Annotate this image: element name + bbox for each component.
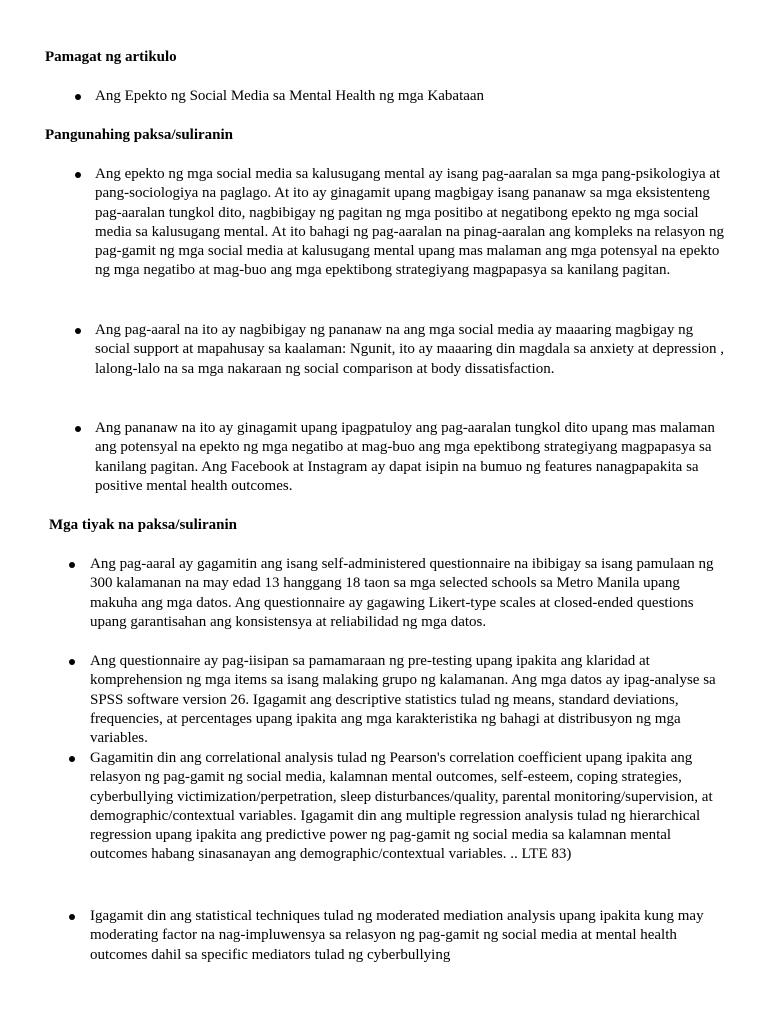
- bullet-icon: [75, 94, 81, 100]
- list-item-main-topic-1: Ang epekto ng mga social media sa kalusugang mental ay isang pag-aaralan sa mga pang-psikologiya at pang-sociologiya na paglago. At ito ay ginagamit upang magbigay isang pananaw sa mga eksistenteng pag-aaralan tungkol dito, nagbibigay ng pagitan ng mga positibo at negatibong epekto ng mga social media sa kalusugang mental. At ito bahagi ng pag-aaralan na pinag-aaralan ang kompleks na relasyon ng pag-gamit ng mga social media at kalusugang mental upang mas malaman ang mga potensyal na epekto ng mga negatibo at mag-buo ang mga epektibong strategiyang magpapasya sa kanilang pagitan.: [95, 166, 724, 279]
- section-heading-specific-topics: Mga tiyak na paksa/suliranin: [49, 517, 237, 533]
- bullet-icon: [69, 562, 75, 568]
- list-item-main-topic-2: Ang pag-aaral na ito ay nagbibigay ng pananaw na ang mga social media ay maaaring magbigay ng social support at mapahusay sa kaalaman: Ngunit, ito ay maaaring din magdala sa anxiety at depression , lalong-lalo na sa mga nakaraan ng social comparison at body dissatisfaction.: [95, 322, 724, 377]
- list-item-specific-topic-1: Ang pag-aaral ay gagamitin ang isang self-administered questionnaire na ibibigay sa isang pamulaan ng 300 kalamanan na may edad 13 hanggang 18 taon sa mga selected schools sa Metro Manila upang makuha ang mga datos. Ang questionnaire ay gagawing Likert-type scales at closed-ended questions upang garantisahan ang konsistensya at reliabilidad ng mga datos.: [90, 556, 714, 630]
- bullet-icon: [69, 756, 75, 762]
- bullet-icon: [75, 328, 81, 334]
- list-item-specific-topic-2: Ang questionnaire ay pag-iisipan sa pamamaraan ng pre-testing upang ipakita ang klaridad at komprehension ng mga items sa isang malaking grupo ng kalamanan. Ang mga datos ay ipag-analyse sa SPSS software version 26. Igagamit ang descriptive statistics tulad ng means, standard deviations, frequencies, at percentages upang ipakita ang mga karakteristika ng bahagi at distribusyon ng mga variables.: [90, 653, 716, 747]
- bullet-icon: [69, 914, 75, 920]
- list-item-specific-topic-3: Gagamitin din ang correlational analysis tulad ng Pearson's correlation coefficient upang ipakita ang relasyon ng pag-gamit ng social media, kalamnan mental outcomes, self-esteem, coping strategies, cyberbullying victimization/perpetration, sleep disturbances/quality, parental monitoring/supervision, at demographic/contextual variables. Igagamit din ang multiple regression analysis tulad ng hierarchical regression upang ipakita ang predictive power ng pag-gamit ng social media sa kalamnan mental outcomes habang sinasanayan ang demographic/contextual variables. .. LTE 83): [90, 750, 713, 863]
- section-heading-main-topic: Pangunahing paksa/suliranin: [45, 127, 234, 143]
- bullet-icon: [69, 659, 75, 665]
- bullet-icon: [75, 172, 81, 178]
- section-heading-title: Pamagat ng artikulo: [45, 49, 177, 65]
- list-item-title: Ang Epekto ng Social Media sa Mental Health ng mga Kabataan: [95, 88, 485, 104]
- list-item-specific-topic-4: Igagamit din ang statistical techniques tulad ng moderated mediation analysis upang ipakita kung may moderating factor na nag-impluwensya sa relasyon ng pag-gamit ng social media at mental health outcomes dahil sa specific mediators tulad ng cyberbullying: [90, 908, 704, 963]
- list-item-main-topic-3: Ang pananaw na ito ay ginagamit upang ipagpatuloy ang pag-aaralan tungkol dito upang mas malaman ang potensyal na epekto ng mga negatibo at mag-buo ang mga epektibong strategiyang magpapasya sa kanilang pagitan. Ang Facebook at Instagram ay dapat isipin na bumuo ng features nanagpapakita sa positive mental health outcomes.: [95, 420, 715, 494]
- bullet-icon: [75, 426, 81, 432]
